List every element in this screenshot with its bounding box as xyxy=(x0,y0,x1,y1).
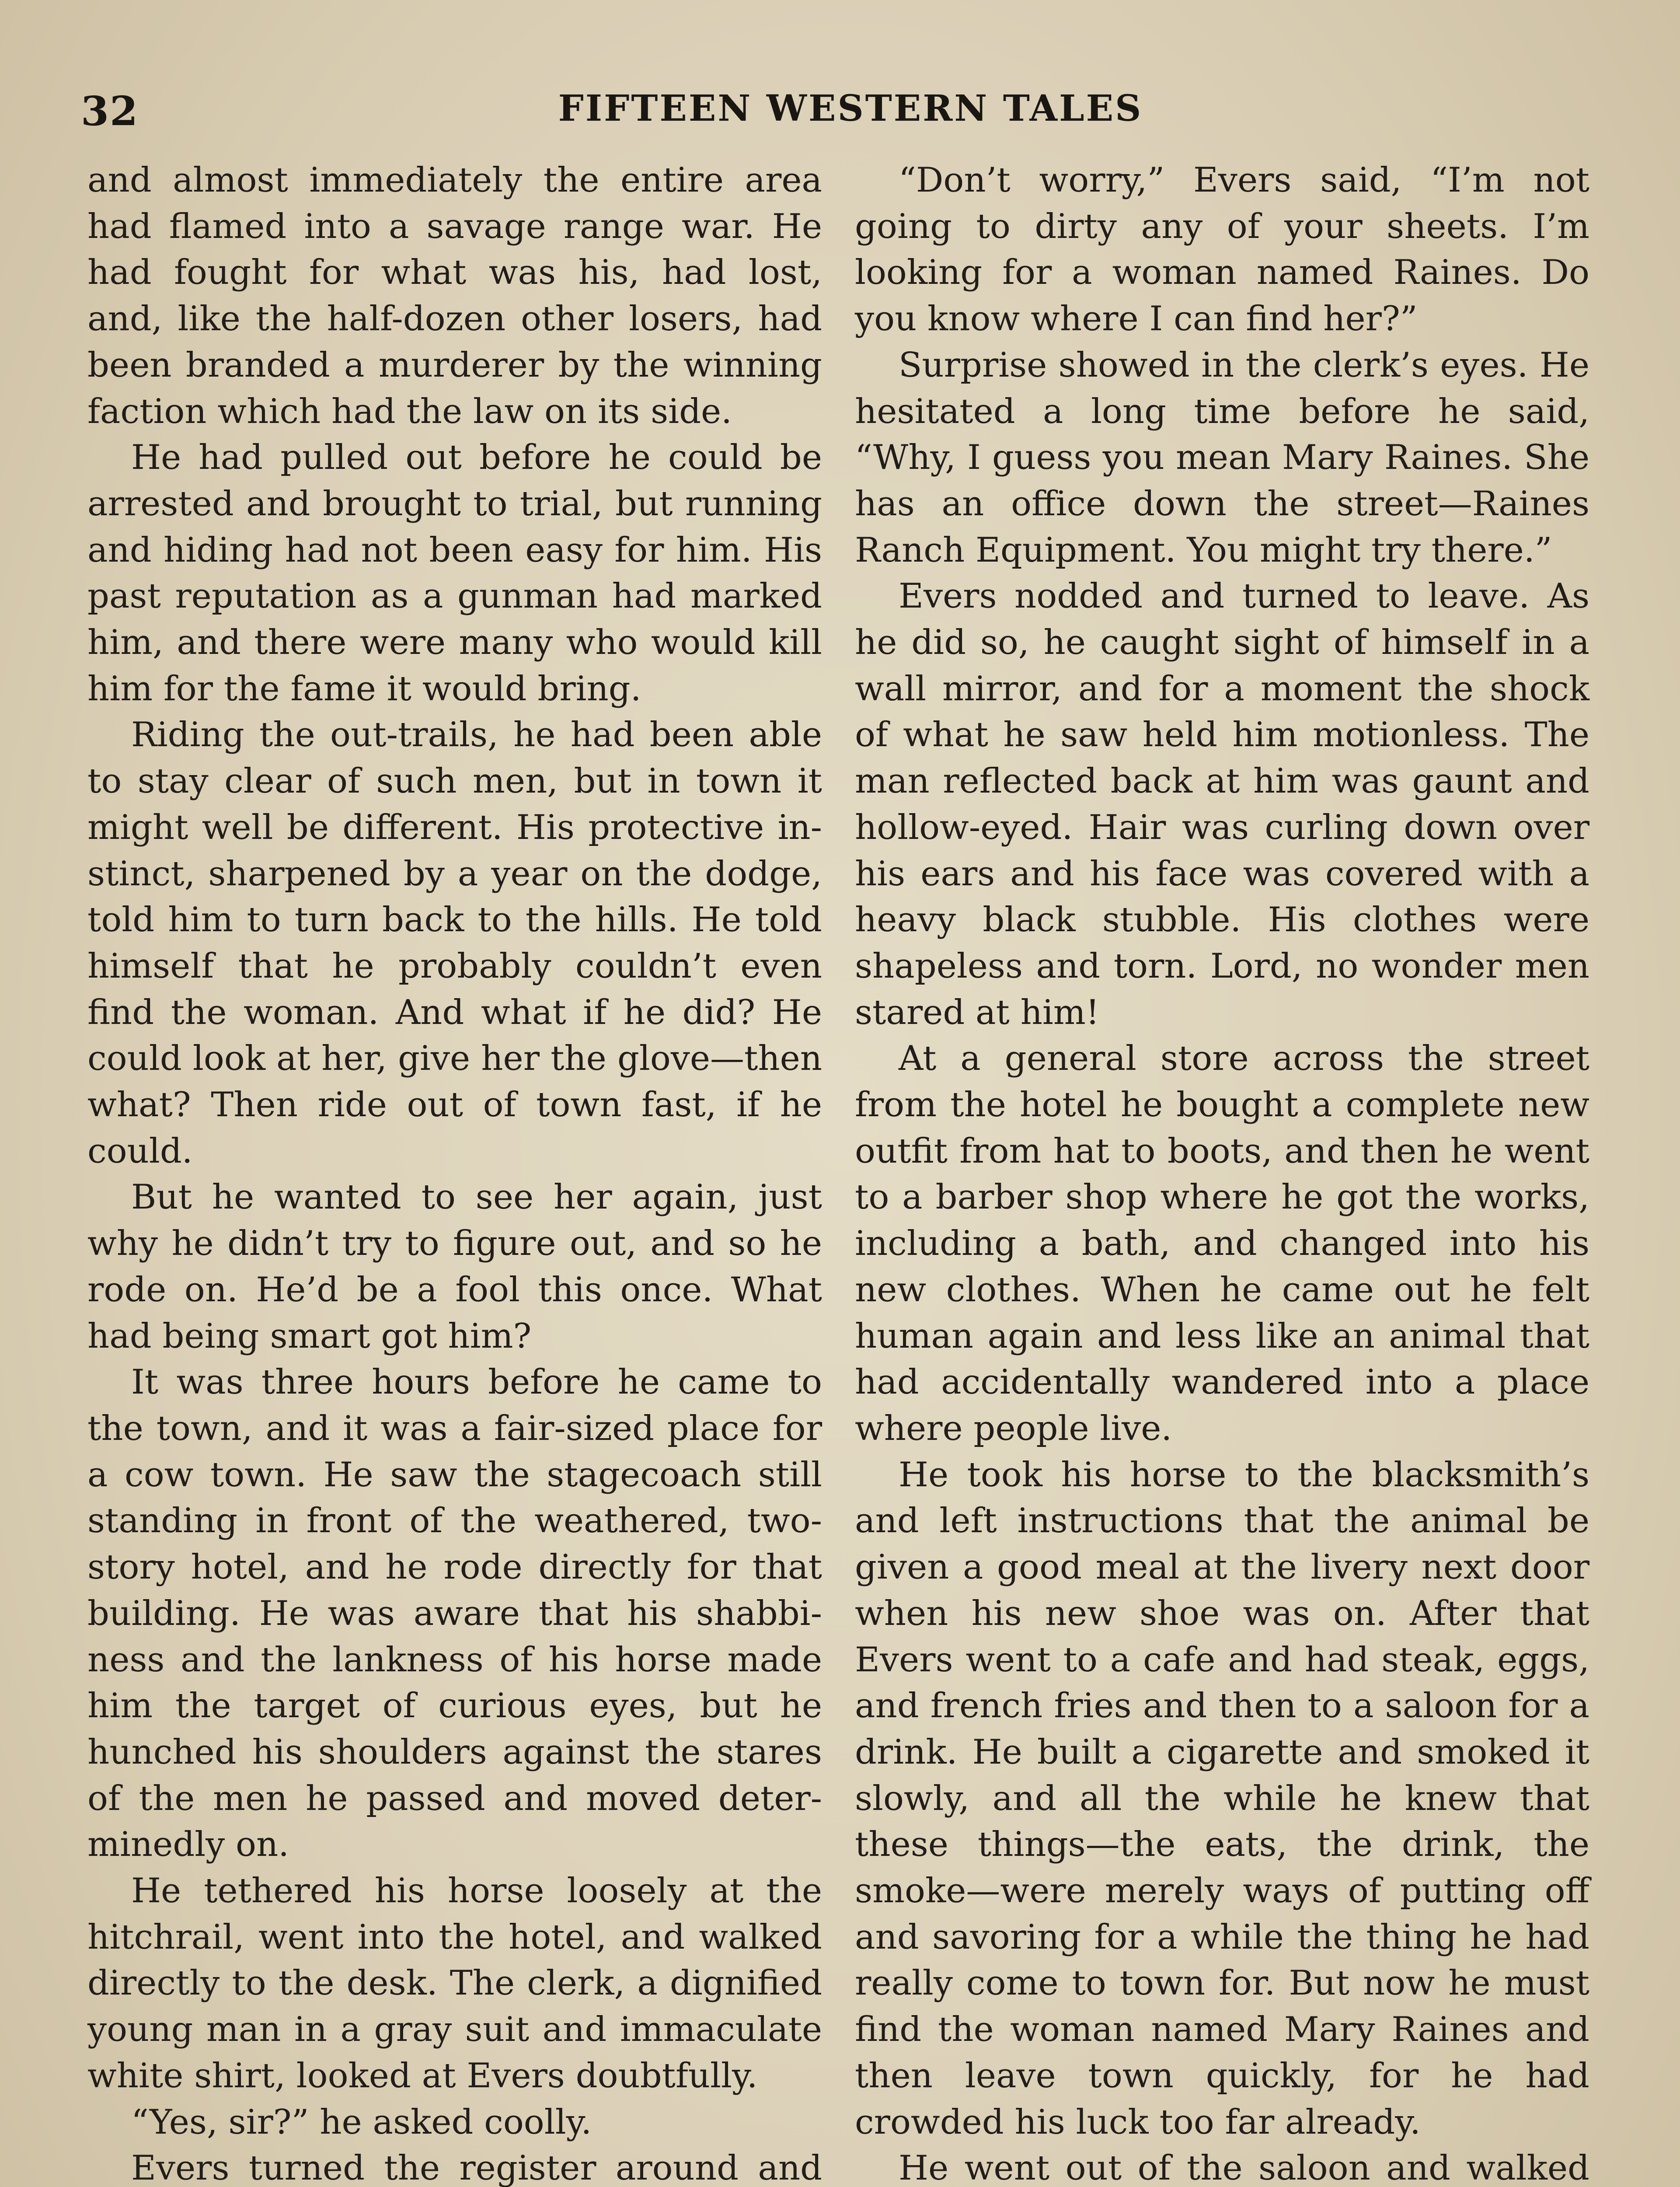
left-column xyxy=(87,157,822,2187)
paragraph: He took his horse to the blacksmith’s and left instructions that the animal be given a good meal at the livery next door when his new shoe was on. After that Evers went to a cafe and had steak, eggs, and french fries and then to a saloon for a drink. He built a cigarette and smoked it slowly, and all the while he knew that these things—the eats, the drink, the smoke—were merely ways of putting off and savoring for a while the thing he had really come to town for. But now he must find the woman named Mary Raines and then leave town quickly, for he had crowded his luck too far already. xyxy=(855,1455,1589,2142)
running-title: FIFTEEN WESTERN TALES xyxy=(558,87,1143,129)
paragraph xyxy=(855,2145,1589,2187)
paragraph: He had pulled out before he could be arrested and brought to trial, but running and hiding had not been easy for him. His past reputation as a gunman had marked him, and there were many who would kill him for the fame it would bring. xyxy=(87,438,822,709)
paragraph: It was three hours before he came to the town, and it was a fair-sized place for a cow town. He saw the stagecoach still standing in front of the weathered, two-story hotel, and he rode directly for that building. He was aware that his shabbiness and the lankness of his horse made him the target of curious eyes, but he hunched his shoulders against the stares of the men he passed and moved determinedly on. xyxy=(87,1363,822,1865)
paragraph: Riding the out-trails, he had been able to stay clear of such men, but in town it might well be different. His protective instinct, sharpened by a year on the dodge, told him to turn back to the hills. He told himself that he probably couldn’t even find the woman. And what if he did? He could look at her, give her the glove—then what? Then ride out of town fast, if he could. xyxy=(87,715,822,1171)
right-column xyxy=(855,157,1589,2187)
paragraph: Evers turned the register around and xyxy=(131,2149,822,2187)
paragraph: “Yes, sir?” he asked coolly. xyxy=(131,2102,592,2142)
paragraph-lead: He went out of the saloon and walked xyxy=(899,2149,1589,2187)
page-header xyxy=(81,83,1620,149)
paragraph: “Don’t worry,” Evers said, “I’m not going to dirty any of your sheets. I’m looking for a woman named Raines. Do you know where I can find her?” xyxy=(855,161,1589,339)
paragraph: Surprise showed in the clerk’s eyes. He hesitated a long time before he said, “Why, I guess you mean Mary Raines. She has an office down the street—Raines Ranch Equipment. You might try there.” xyxy=(855,345,1589,570)
paragraph: and almost immediately the entire area had flamed into a savage range war. He had fought for what was his, had lost, and, like the half-dozen other losers, had been branded a murderer by the winning faction which had the law on its side. xyxy=(87,161,822,431)
paragraph: He tethered his horse loosely at the hitchrail, went into the hotel, and walked directly to the desk. The clerk, a dignified young man in a gray suit and immaculate white shirt, looked at Evers doubtfully. xyxy=(87,1871,822,2096)
paragraph: At a general store across the street from the hotel he bought a complete new outfit from hat to boots, and then he went to a barber shop where he got the works, including a bath, and changed into his new clothes. When he came out he felt human again and less like an animal that had accidentally wandered into a place where people live. xyxy=(855,1039,1589,1448)
paragraph: Evers nodded and turned to leave. As he did so, he caught sight of himself in a wall mirror, and for a moment the shock of what he saw held him motionless. The man reflected back at him was gaunt and hollow-eyed. Hair was curling down over his ears and his face was covered with a heavy black stubble. His clothes were shapeless and torn. Lord, no wonder men stared at him! xyxy=(855,576,1589,1032)
paragraph: But he wanted to see her again, just why he didn’t try to figure out, and so he rode on. He’d be a fool this once. What had being smart got him? xyxy=(87,1177,822,1356)
page-number: 32 xyxy=(81,87,139,135)
